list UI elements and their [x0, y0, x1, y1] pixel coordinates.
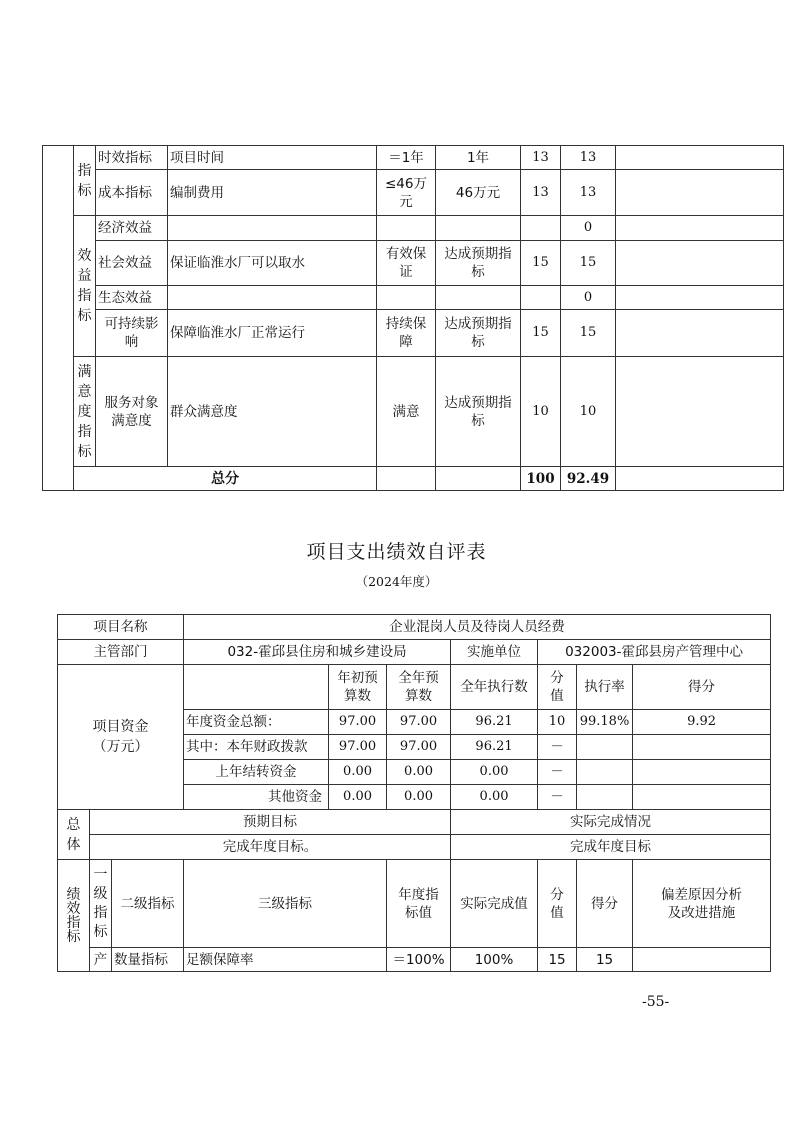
weight-value: 15	[521, 310, 561, 357]
note-cell	[616, 170, 784, 216]
funds-header: 全年预 算数	[387, 665, 451, 710]
actual-value: 达成预期指 标	[436, 310, 521, 357]
funds-initial: 97.00	[329, 710, 387, 735]
perf-header-target: 年度指 标值	[387, 860, 451, 948]
note-cell	[616, 286, 784, 310]
weight-value: 13	[521, 170, 561, 216]
level3-indicator: 保障临淮水厂正常运行	[168, 310, 377, 357]
actual-value	[436, 286, 521, 310]
funds-initial: 0.00	[329, 760, 387, 785]
level2-indicator: 经济效益	[96, 216, 168, 241]
perf-level3: 足额保障率	[184, 948, 387, 972]
funds-label: 项目资金 （万元）	[58, 665, 184, 810]
impl-value: 032003-霍邱县房产管理中心	[538, 640, 771, 665]
weight-value	[521, 286, 561, 310]
level2-indicator: 成本指标	[96, 170, 168, 216]
note-cell	[616, 310, 784, 357]
target-value: 持续保 障	[377, 310, 436, 357]
funds-annual: 0.00	[387, 760, 451, 785]
project-name-value: 企业混岗人员及待岗人员经费	[184, 615, 771, 640]
perf-target: ＝100%	[387, 948, 451, 972]
funds-weight: －	[538, 785, 577, 810]
funds-weight: －	[538, 760, 577, 785]
score-value: 15	[561, 310, 616, 357]
total-label: 总分	[74, 467, 377, 491]
actual-value: 达成预期指 标	[436, 357, 521, 467]
funds-initial: 97.00	[329, 735, 387, 760]
performance-table-continued	[42, 145, 784, 491]
page-subtitle: （2024年度）	[355, 574, 438, 589]
actual-value	[436, 216, 521, 241]
perf-level2: 数量指标	[112, 948, 184, 972]
weight-value	[521, 216, 561, 241]
funds-initial: 0.00	[329, 785, 387, 810]
perf-header-level3: 三级指标	[184, 860, 387, 948]
page-title: 项目支出绩效自评表	[306, 541, 487, 563]
funds-header: 分 值	[538, 665, 577, 710]
actual-value: 达成预期指 标	[436, 241, 521, 286]
level1-indicator: 满 意 度 指 标	[74, 357, 96, 467]
funds-header: 全年执行数	[451, 665, 538, 710]
total-score: 92.49	[561, 467, 616, 491]
funds-score	[633, 735, 771, 760]
funds-annual: 0.00	[387, 785, 451, 810]
funds-weight: －	[538, 735, 577, 760]
funds-rate	[577, 760, 633, 785]
funds-executed: 96.21	[451, 710, 538, 735]
perf-weight: 15	[538, 948, 577, 972]
funds-executed: 0.00	[451, 785, 538, 810]
funds-row-label: 其他资金	[184, 785, 329, 810]
blank-cell	[184, 665, 329, 710]
note-cell	[616, 241, 784, 286]
perf-actual: 100%	[451, 948, 538, 972]
perf-header-weight: 分 值	[538, 860, 577, 948]
funds-header: 得分	[633, 665, 771, 710]
level3-indicator: 项目时间	[168, 146, 377, 170]
project-name-label: 项目名称	[58, 615, 184, 640]
perf-score: 15	[577, 948, 633, 972]
score-value: 0	[561, 286, 616, 310]
dept-label: 主管部门	[58, 640, 184, 665]
perf-header-actual: 实际完成值	[451, 860, 538, 948]
actual-value: 完成年度目标	[451, 835, 771, 860]
perf-header-score: 得分	[577, 860, 633, 948]
level3-indicator: 保证临淮水厂可以取水	[168, 241, 377, 286]
perf-header-analysis: 偏差原因分析 及改进措施	[633, 860, 771, 948]
level1-indicator: 效 益 指 标	[74, 216, 96, 357]
weight-value: 15	[521, 241, 561, 286]
score-value: 0	[561, 216, 616, 241]
funds-executed: 0.00	[451, 760, 538, 785]
note-cell	[616, 216, 784, 241]
score-value: 13	[561, 146, 616, 170]
funds-rate: 99.18%	[577, 710, 633, 735]
funds-row-label: 年度资金总额：	[184, 710, 329, 735]
page-number: -55-	[642, 994, 670, 1010]
funds-score	[633, 785, 771, 810]
perf-header-level1: 一 级 指 标	[90, 860, 112, 948]
note-cell	[616, 357, 784, 467]
funds-score: 9.92	[633, 710, 771, 735]
score-value: 10	[561, 357, 616, 467]
level1-indicator: 指 标	[74, 146, 96, 216]
funds-rate	[577, 735, 633, 760]
level2-indicator: 生态效益	[96, 286, 168, 310]
dept-value: 032-霍邱县住房和城乡建设局	[184, 640, 451, 665]
weight-value: 10	[521, 357, 561, 467]
level3-indicator	[168, 216, 377, 241]
level2-indicator: 服务对象 满意度	[96, 357, 168, 467]
perf-label	[58, 860, 90, 972]
level2-indicator: 时效指标	[96, 146, 168, 170]
level3-indicator	[168, 286, 377, 310]
funds-row-label: 上年结转资金	[184, 760, 329, 785]
funds-executed: 96.21	[451, 735, 538, 760]
target-value	[377, 286, 436, 310]
note-cell	[616, 146, 784, 170]
perf-label-text: 绩效指标	[66, 886, 81, 945]
funds-score	[633, 760, 771, 785]
weight-value: 13	[521, 146, 561, 170]
expected-label: 预期目标	[90, 810, 451, 835]
self-evaluation-table	[57, 614, 771, 972]
blank-cell	[616, 467, 784, 491]
overall-label: 总 体	[58, 810, 90, 860]
total-weight: 100	[521, 467, 561, 491]
level2-indicator: 可持续影 响	[96, 310, 168, 357]
blank-cell	[377, 467, 436, 491]
perf-analysis	[633, 948, 771, 972]
funds-annual: 97.00	[387, 735, 451, 760]
actual-label: 实际完成情况	[451, 810, 771, 835]
funds-rate	[577, 785, 633, 810]
target-value	[377, 216, 436, 241]
funds-header: 年初预 算数	[329, 665, 387, 710]
target-value: ≤46万 元	[377, 170, 436, 216]
blank-cell	[436, 467, 521, 491]
target-value: 有效保 证	[377, 241, 436, 286]
perf-level1: 产	[90, 948, 112, 972]
level3-indicator: 群众满意度	[168, 357, 377, 467]
funds-annual: 97.00	[387, 710, 451, 735]
score-value: 13	[561, 170, 616, 216]
funds-weight: 10	[538, 710, 577, 735]
impl-label: 实施单位	[451, 640, 538, 665]
funds-row-label: 其中：本年财政拨款	[184, 735, 329, 760]
funds-header: 执行率	[577, 665, 633, 710]
level2-indicator: 社会效益	[96, 241, 168, 286]
level3-indicator: 编制费用	[168, 170, 377, 216]
target-value: 满意	[377, 357, 436, 467]
blank-cell	[43, 146, 74, 491]
target-value: ＝1年	[377, 146, 436, 170]
actual-value: 46万元	[436, 170, 521, 216]
score-value: 15	[561, 241, 616, 286]
perf-header-level2: 二级指标	[112, 860, 184, 948]
expected-value: 完成年度目标。	[90, 835, 451, 860]
actual-value: 1年	[436, 146, 521, 170]
